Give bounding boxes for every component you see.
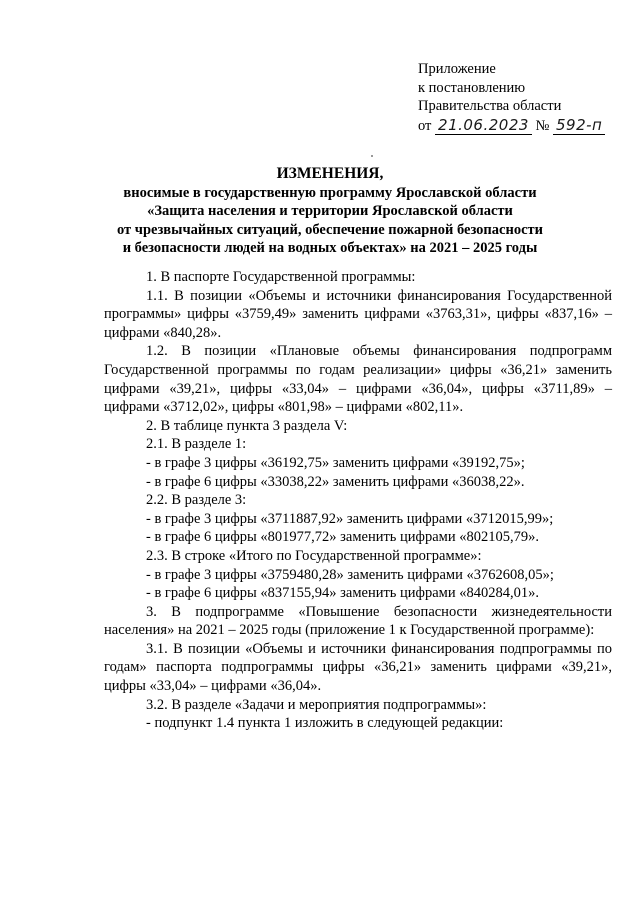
annex-to-resolution: к постановлению	[418, 79, 526, 96]
annex-block	[418, 60, 605, 135]
paragraph: 2.2. В разделе 3:	[146, 492, 247, 509]
document-title	[100, 165, 560, 258]
title-line: вносимые в государственную программу Ярославской области	[123, 184, 537, 201]
paragraph: - в графе 6 цифры «837155,94» заменить цифрами «840284,01».	[146, 585, 539, 602]
title-line: и безопасности людей на водных объектах» на 2021 – 2025 годы	[122, 240, 538, 256]
paragraph: 3.1. В позиции «Объемы и источники финансирования подпрограммы по годам» паспорта подпрограммы цифры «36,21» заменить цифрами «39,21», цифры «33,04» – цифрами «36,04».	[104, 640, 612, 695]
paragraph: - в графе 3 цифры «3759480,28» заменить цифрами «3762608,05»;	[146, 566, 554, 583]
title-line: от чрезвычайных ситуаций, обеспечение пожарной безопасности	[116, 221, 543, 238]
annex-number-sign: №	[535, 117, 550, 134]
paragraph: 3. В подпрограмме «Повышение безопасности жизнедеятельности населения» на 2021 – 2025 годы (приложение 1 к Государственной программе):	[104, 603, 612, 639]
annex-government: Правительства области	[418, 98, 562, 114]
paragraph: 1.1. В позиции «Объемы и источники финансирования Государственной программы» цифры «3759,49» заменить цифрами «3763,31», цифры «837,16» – цифрами «840,28».	[104, 287, 612, 341]
paragraph: 1.2. В позиции «Плановые объемы финансирования подпрограмм Государственной программы по годам реализации» цифры «36,21» заменить цифрами «39,21», цифры «33,04» – цифрами «36,04», цифры «3711,89» – цифрами «3712,02», цифры «801,98» – цифрами «802,11».	[104, 343, 612, 416]
title-heading: ИЗМЕНЕНИЯ,	[276, 165, 384, 182]
document-body	[104, 268, 612, 733]
handwritten-date: 21.06.2023	[435, 116, 532, 135]
paragraph: - в графе 3 цифры «36192,75» заменить цифрами «39192,75»;	[146, 454, 525, 471]
scan-dot	[371, 155, 373, 157]
paragraph: 2.1. В разделе 1:	[146, 436, 247, 453]
paragraph: - в графе 6 цифры «801977,72» заменить цифрами «802105,79».	[146, 529, 539, 546]
annex-from: от	[418, 117, 432, 134]
paragraph: 3.2. В разделе «Задачи и мероприятия подпрограммы»:	[146, 696, 487, 713]
title-line: «Защита населения и территории Ярославской области	[147, 203, 513, 219]
handwritten-number: 592-п	[553, 116, 605, 135]
annex-date-number	[418, 116, 605, 136]
paragraph: 2. В таблице пункта 3 раздела V:	[146, 417, 348, 434]
paragraph: 1. В паспорте Государственной программы:	[146, 269, 416, 285]
paragraph: - в графе 3 цифры «3711887,92» заменить цифрами «3712015,99»;	[146, 510, 554, 527]
annex-label: Приложение	[418, 61, 496, 77]
paragraph: 2.3. В строке «Итого по Государственной программе»:	[146, 547, 482, 564]
paragraph: - в графе 6 цифры «33038,22» заменить цифрами «36038,22».	[146, 473, 525, 490]
paragraph: - подпункт 1.4 пункта 1 изложить в следующей редакции:	[146, 715, 504, 732]
